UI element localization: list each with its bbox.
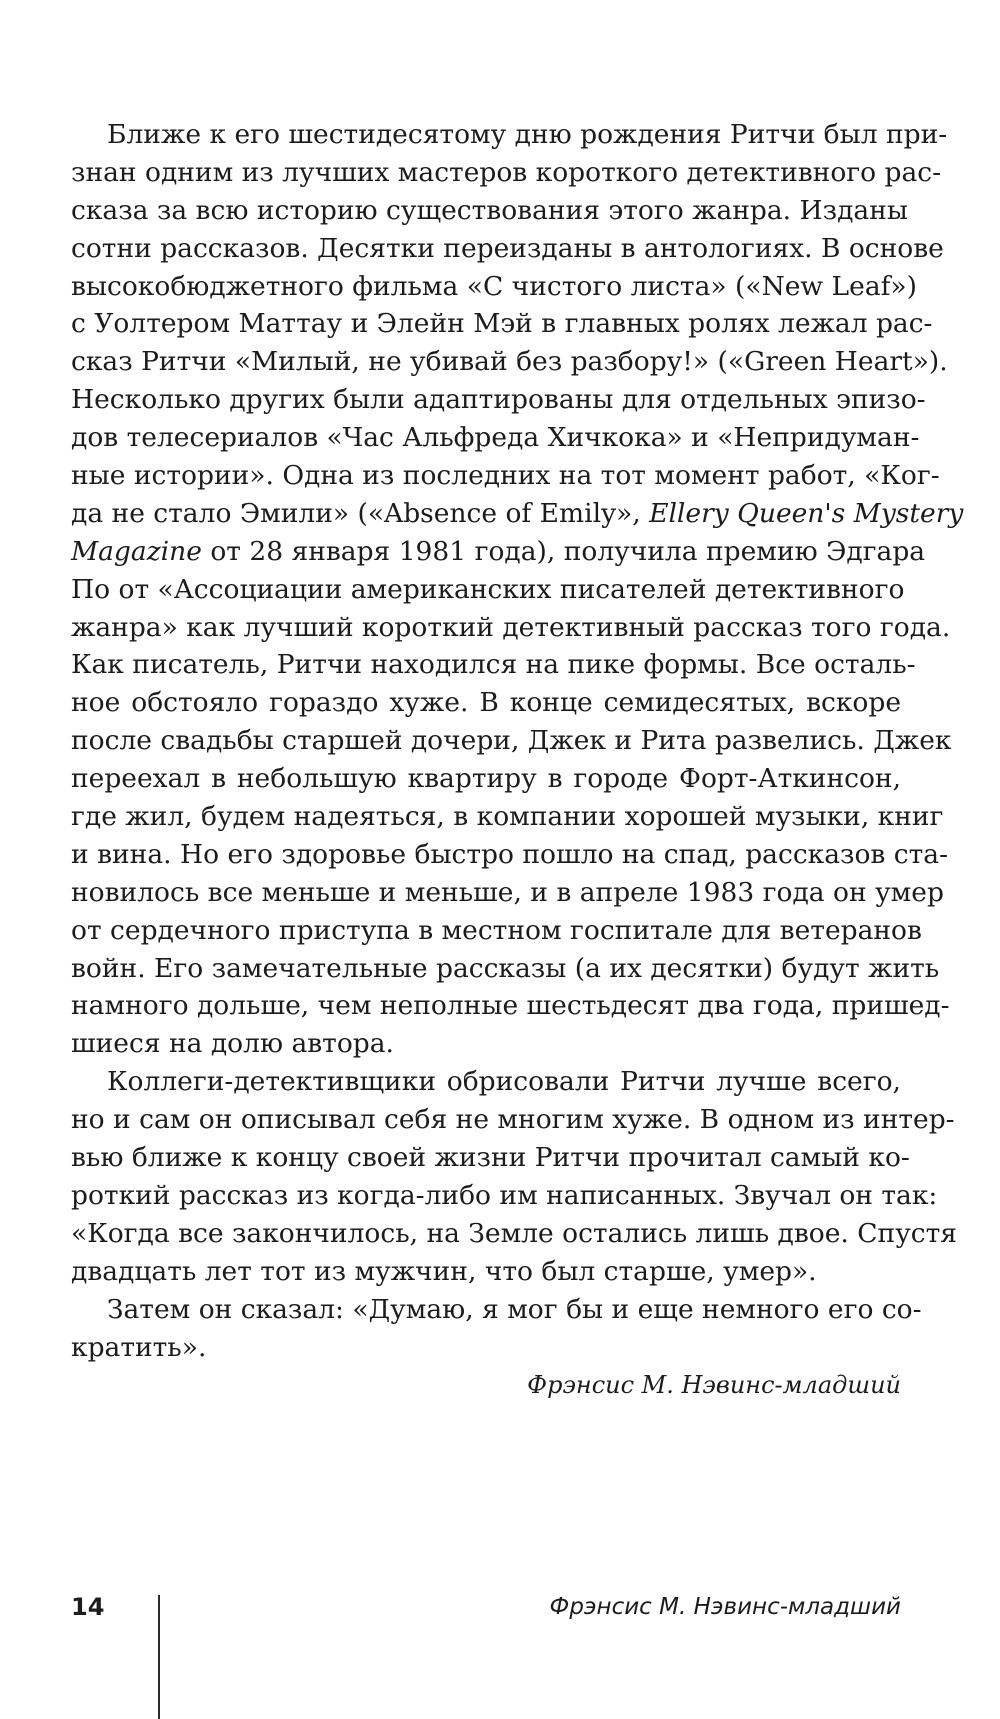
page-number: 14 — [71, 1593, 105, 1621]
paragraph-3 — [71, 1291, 922, 1367]
text-line: после свадьбы старшей дочери, Джек и Рита развелись. Джек — [71, 725, 952, 757]
text-line: где жил, будем надеяться, в компании хорошей музыки, книг — [71, 801, 944, 833]
text-line: ные истории». Одна из последних на тот момент работ, «Ког- — [71, 460, 940, 492]
author-signature: Фрэнсис М. Нэвинс-младший — [527, 1371, 901, 1399]
text-line: Затем он сказал: «Думаю, я мог бы и еще немного его со- — [107, 1293, 922, 1325]
text-line-mixed — [71, 495, 964, 533]
text-line-mixed — [71, 533, 926, 571]
text-line: войн. Его замечательные рассказы (а их десятки) будут жить — [71, 952, 940, 984]
text-line: от сердечного приступа в местном госпитале для ветеранов — [71, 914, 922, 946]
paragraph-2 — [71, 1063, 958, 1290]
page-body — [71, 116, 964, 1366]
text-line: дов телесериалов «Час Альфреда Хичкока» и «Непридуман- — [71, 422, 920, 454]
paragraph-1 — [71, 116, 964, 1063]
text-line: По от «Ассоциации американских писателей детективного — [71, 573, 905, 605]
footer-divider — [158, 1595, 160, 1719]
text-line: намного дольше, чем неполные шестьдесят два года, пришед- — [71, 990, 950, 1022]
text-line: сотни рассказов. Десятки переизданы в антологиях. В основе — [71, 232, 944, 264]
text-line: Ближе к его шестидесятому дню рождения Ритчи был при- — [107, 119, 948, 150]
text-line: знан одним из лучших мастеров короткого детективного рас- — [71, 156, 942, 188]
text-line: сказа за всю историю существования этого жанра. Изданы — [71, 194, 908, 226]
text-line: Несколько других были адаптированы для отдельных эпизо- — [71, 384, 926, 416]
text-line: но и сам он описывал себя не многим хуже. В одном из интер- — [71, 1104, 955, 1136]
text-line: Коллеги-детективщики обрисовали Ритчи лучше всего, — [107, 1066, 901, 1098]
text-span: от 28 января 1981 года), получила премию Эдгара — [201, 535, 926, 567]
text-line: роткий рассказ из когда-либо им написанных. Звучал он так: — [71, 1179, 938, 1211]
text-line: переехал в небольшую квартиру в городе Форт-Аткинсон, — [71, 763, 901, 795]
running-footer-title: Фрэнсис М. Нэвинс-младший — [549, 1594, 901, 1620]
text-line: Как писатель, Ритчи находился на пике формы. Все осталь- — [71, 649, 916, 681]
text-line: «Когда все закончилось, на Земле остались лишь двое. Спустя — [71, 1217, 958, 1249]
text-line: и вина. Но его здоровье быстро пошло на спад, рассказов ста- — [71, 838, 949, 870]
text-line: кратить». — [71, 1331, 207, 1363]
text-line: двадцать лет тот из мужчин, что был старше, умер». — [71, 1255, 817, 1287]
text-span: да не стало Эмили» («Absence of Emily», — [71, 497, 650, 529]
text-line: жанра» как лучший короткий детективный рассказ того года. — [71, 611, 951, 643]
text-line: сказ Ритчи «Милый, не убивай без разбору!» («Green Heart»). — [71, 346, 948, 378]
italic-title: Magazine — [71, 535, 202, 567]
text-line: вью ближе к концу своей жизни Ритчи прочитал самый ко- — [71, 1142, 910, 1174]
text-line: шиеся на долю автора. — [71, 1028, 394, 1060]
text-line: новилось все меньше и меньше, и в апреле 1983 года он умер — [71, 876, 944, 908]
italic-title: Ellery Queen's Mystery — [649, 497, 964, 529]
text-line: высокобюджетного фильма «С чистого листа» («New Leaf») — [71, 270, 917, 302]
text-line: с Уолтером Маттау и Элейн Мэй в главных ролях лежал рас- — [71, 308, 933, 340]
text-line: ное обстояло гораздо хуже. В конце семидесятых, вскоре — [71, 687, 901, 719]
